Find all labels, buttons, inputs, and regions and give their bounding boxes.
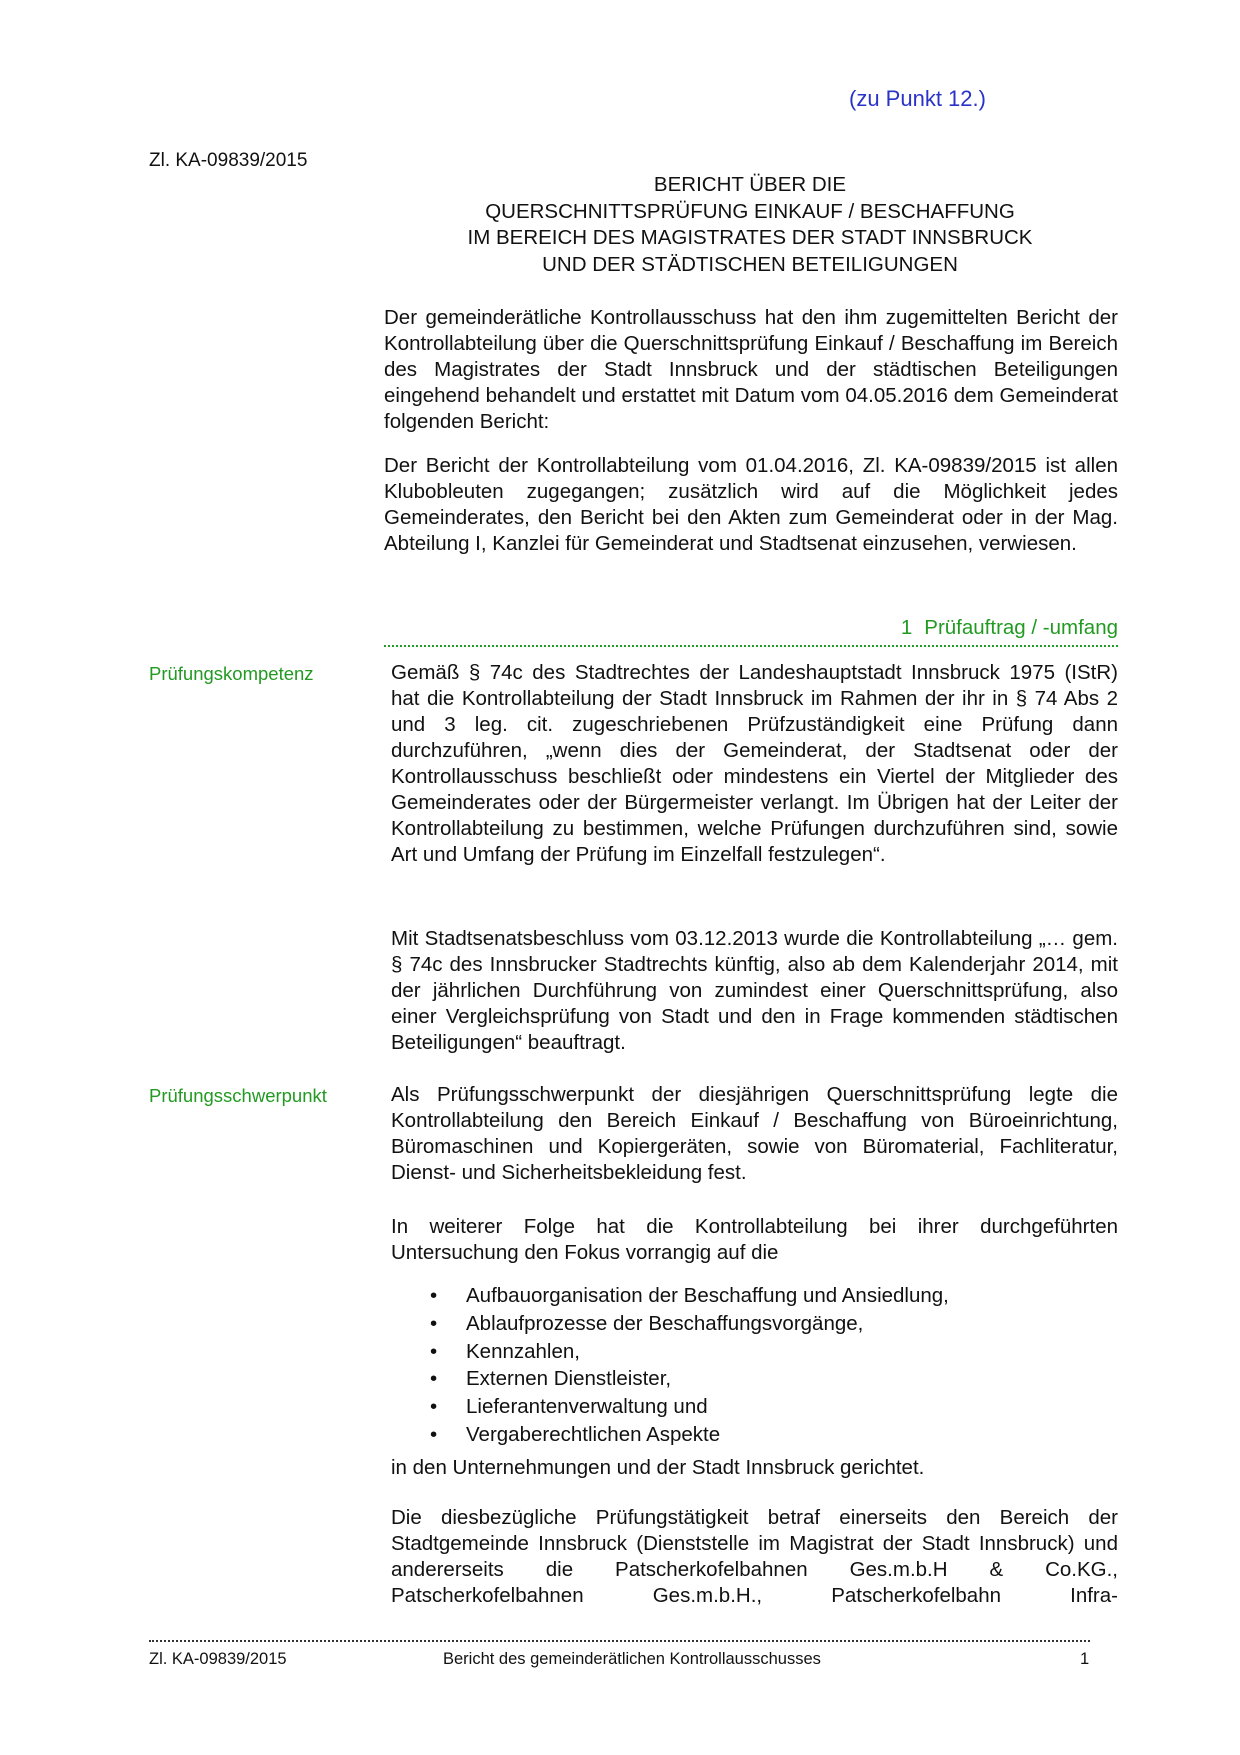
section-title: Prüfauftrag / -umfang xyxy=(924,616,1118,639)
body-paragraph: Gemäß § 74c des Stadtrechtes der Landeshauptstadt Innsbruck 1975 (IStR) hat die Kontrollabteilung der Stadt Innsbruck im Rahmen der ihr in § 74 Abs 2 und 3 leg. cit. zugeschriebenen Prüfzuständigkeit eine Prüfung dann durchzuführen, „wenn dies der Gemeinderat, der Stadtsenat oder der Kontrollausschuss beschließt oder mindestens ein Viertel der Mitglieder des Gemeinderates oder der Bürgermeister verlangt. Im Übrigen hat der Leiter der Kontrollabteilung zu bestimmen, welche Prüfungen durchzuführen sind, sowie Art und Umfang der Prüfung im Einzelfall festzulegen“. xyxy=(391,661,1118,866)
focus-list xyxy=(430,1282,949,1449)
side-label-schwerpunkt: Prüfungsschwerpunkt xyxy=(149,1085,327,1106)
body-paragraph: in den Unternehmungen und der Stadt Innsbruck gerichtet. xyxy=(391,1456,925,1479)
body-paragraph: Die diesbezügliche Prüfungstätigkeit betraf einerseits den Bereich der Stadtgemeinde Innsbruck (Dienststelle im Magistrat der Stadt Innsbruck) und andererseits die Patscherkofelbahnen Ges.m.b.H & Co.KG., Patscherkofelbahnen Ges.m.b.H., Patscherkofelbahn Infra- xyxy=(391,1506,1118,1607)
list-item: • Lieferantenverwaltung und xyxy=(430,1393,949,1421)
intro-paragraph: Der gemeinderätliche Kontrollausschuss hat den ihm zugemittelten Bericht der Kontrollabteilung über die Querschnittsprüfung Einkauf / Beschaffung im Bereich des Magistrates der Stadt Innsbruck und der städtischen Beteiligungen eingehend behandelt und erstattet mit Datum vom 04.05.2016 dem Gemeinderat folgenden Bericht: xyxy=(384,306,1118,433)
body-paragraph: In weiterer Folge hat die Kontrollabteilung bei ihrer durchgeführten Untersuchung den Fokus vorrangig auf die xyxy=(391,1215,1118,1264)
list-item: • Externen Dienstleister, xyxy=(430,1365,949,1393)
intro-section xyxy=(384,305,1118,557)
list-item: • Ablaufprozesse der Beschaffungsvorgänge, xyxy=(430,1310,949,1338)
body-paragraph: Als Prüfungsschwerpunkt der diesjährigen Querschnittsprüfung legte die Kontrollabteilung den Bereich Einkauf / Beschaffung von Büroeinrichtung, Büromaschinen und Kopiergeräten, sowie von Büromaterial, Fachliteratur, Dienst- und Sicherheitsbekleidung fest. xyxy=(391,1083,1118,1184)
footer-divider xyxy=(149,1640,1090,1642)
footer-title: Bericht des gemeinderätlichen Kontrollausschusses xyxy=(443,1650,821,1668)
page-number: 1 xyxy=(1080,1650,1090,1668)
title-line: UND DER STÄDTISCHEN BETEILIGUNGEN xyxy=(542,252,958,276)
file-number: Zl. KA-09839/2015 xyxy=(149,150,308,171)
list-item: • Vergaberechtlichen Aspekte xyxy=(430,1421,949,1449)
title-line: IM BEREICH DES MAGISTRATES DER STADT INNSBRUCK xyxy=(467,226,1033,249)
list-item: • Aufbauorganisation der Beschaffung und Ansiedlung, xyxy=(430,1282,949,1310)
title-line: QUERSCHNITTSPRÜFUNG EINKAUF / BESCHAFFUNG xyxy=(485,199,1015,223)
report-title xyxy=(380,172,1120,278)
body-paragraph: Mit Stadtsenatsbeschluss vom 03.12.2013 wurde die Kontrollabteilung „… gem. § 74c des Innsbrucker Stadtrechts künftig, also ab dem Kalenderjahr 2014, mit der jährlichen Durchführung von zumindest einer Querschnittsprüfung, also einer Vergleichsprüfung von Stadt und den in Frage kommenden städtischen Beteiligungen“ beauftragt. xyxy=(391,927,1118,1054)
intro-paragraph: Der Bericht der Kontrollabteilung vom 01.04.2016, Zl. KA-09839/2015 ist allen Klubobleuten zugegangen; zusätzlich wird auf die Möglichkeit jedes Gemeinderates, den Bericht bei den Akten zum Gemeinderat oder in der Mag. Abteilung I, Kanzlei für Gemeinderat und Stadtsenat einzusehen, verwiesen. xyxy=(384,454,1118,555)
title-line: BERICHT ÜBER DIE xyxy=(653,173,847,196)
section-heading xyxy=(384,616,1118,647)
list-item: • Kennzahlen, xyxy=(430,1338,949,1366)
agenda-reference: (zu Punkt 12.) xyxy=(849,86,986,111)
section-number: 1 xyxy=(900,616,913,639)
footer-file-number: Zl. KA-09839/2015 xyxy=(149,1650,287,1668)
side-label-kompetenz: Prüfungskompetenz xyxy=(149,663,314,684)
